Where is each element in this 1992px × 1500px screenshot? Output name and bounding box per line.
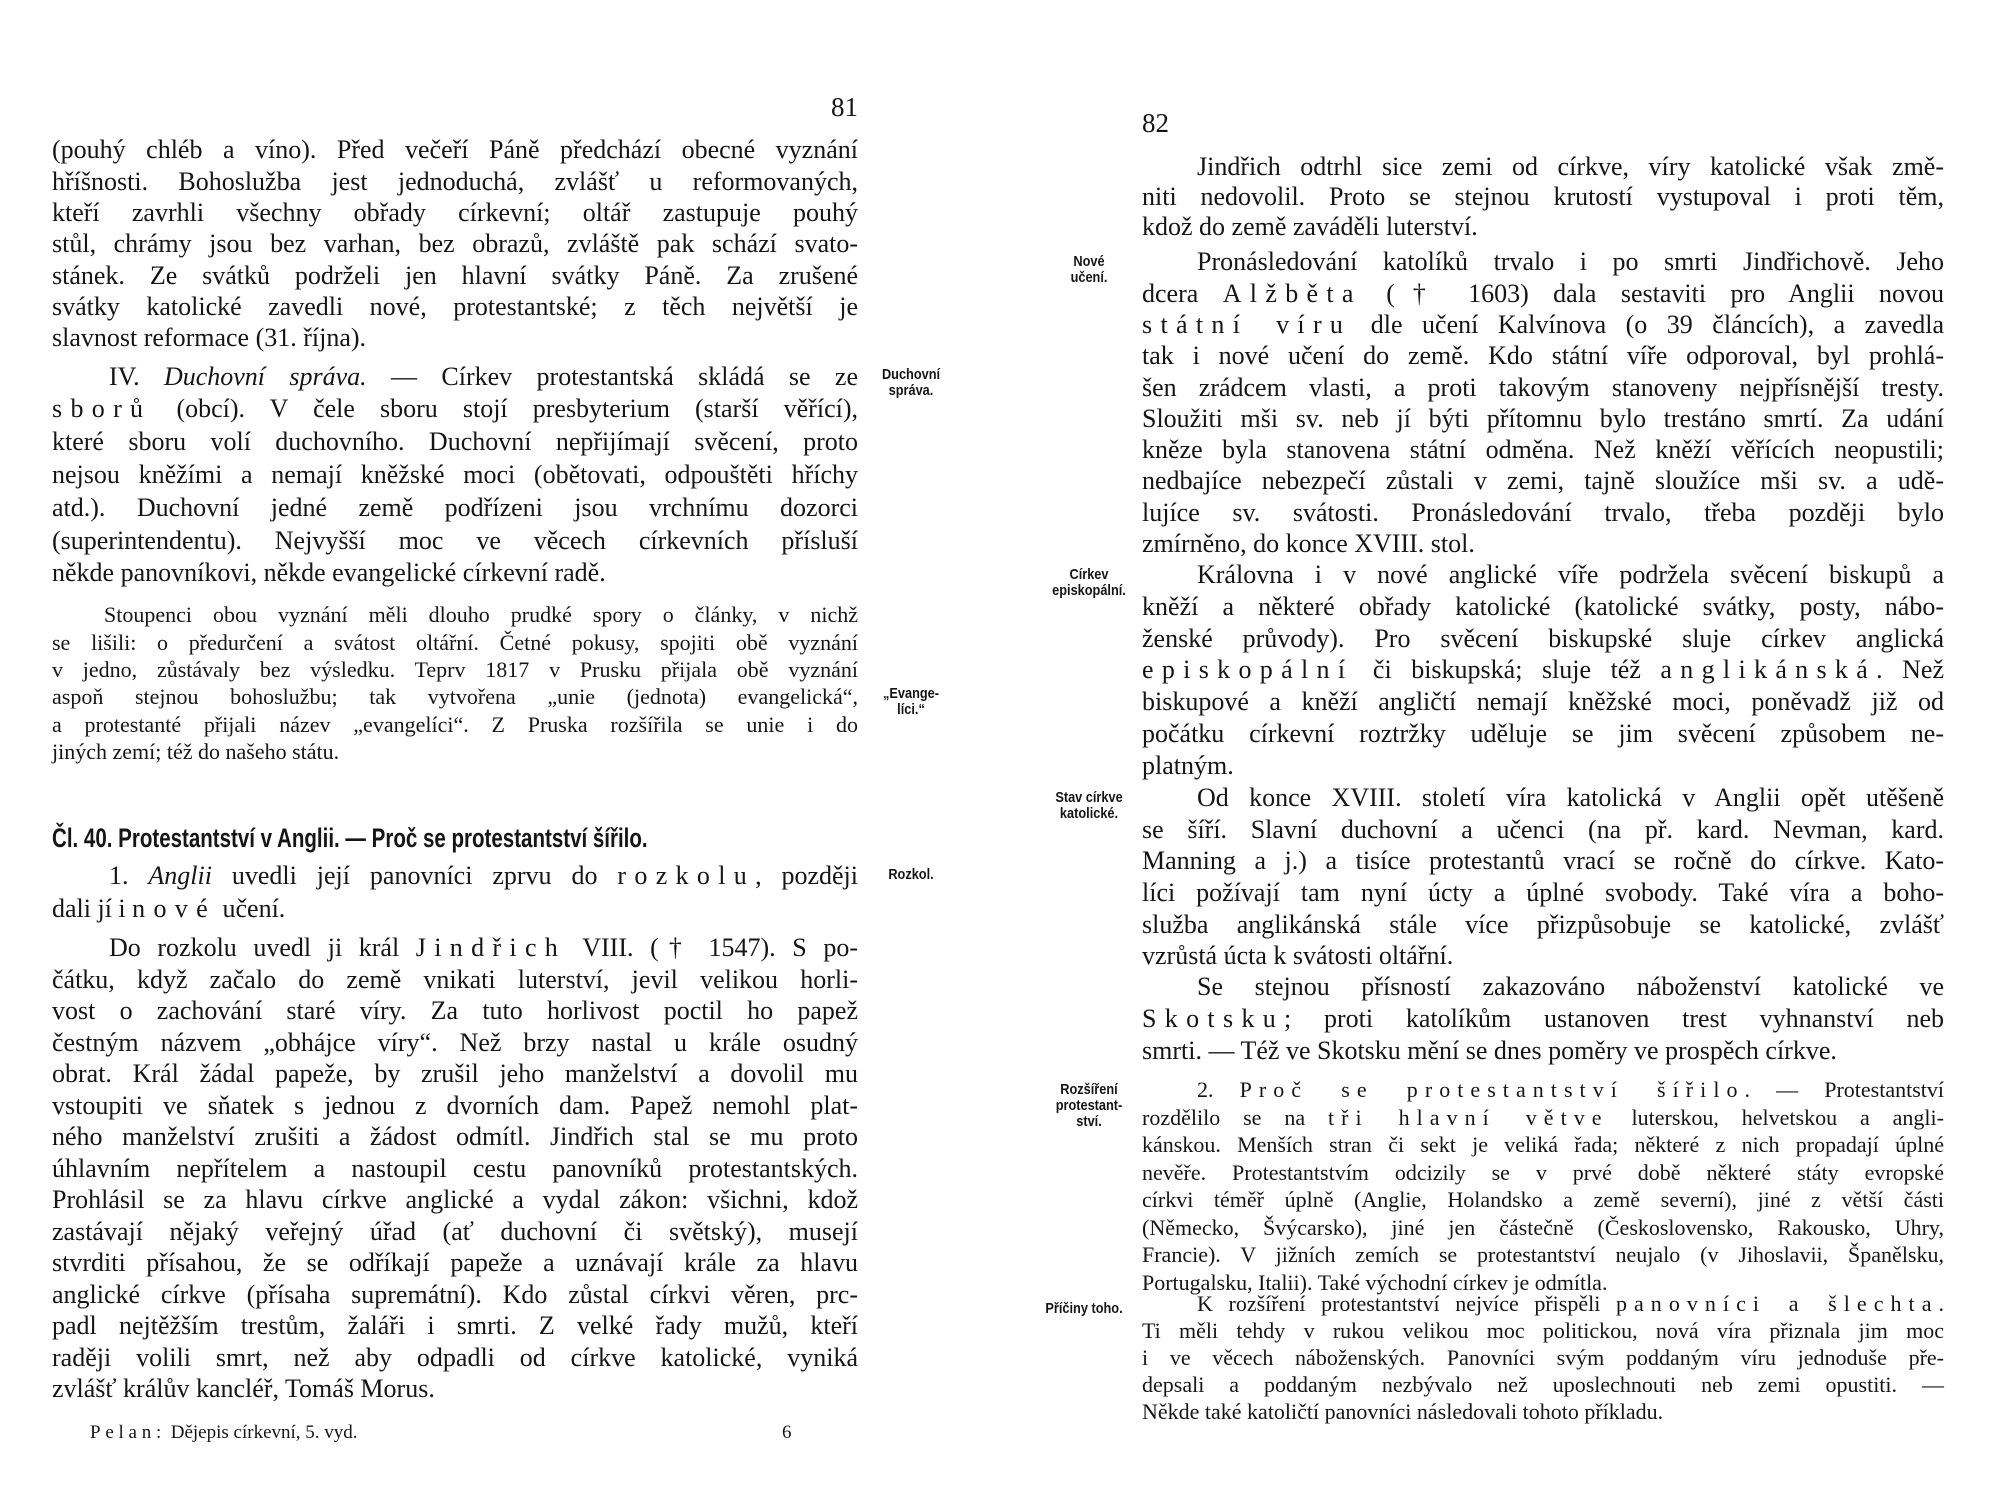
text-line: (Německo, Švýcarsko), jiné jen částečně (Československo, Rakousko, Uhry,	[1142, 1214, 1944, 1240]
text-line	[1142, 1104, 1944, 1132]
margin-note-line: učení.	[1070, 269, 1108, 286]
text-segment: — Církev protestantská skládá se ze	[366, 361, 858, 391]
text-segment: IV.	[109, 361, 164, 391]
text-line	[1142, 654, 1944, 686]
text-line	[1142, 1290, 1944, 1317]
spaced-emphasis: sborů	[52, 394, 152, 424]
paragraph	[52, 601, 858, 765]
text-line: zastávají nějaký veřejný úřad (ať duchovní či světský), musejí	[52, 1216, 858, 1246]
text-segment: luterskou, helvetskou a angli-	[1608, 1104, 1944, 1130]
paragraph	[1142, 971, 1944, 1067]
text-line: (pouhý chléb a víno). Před večeří Páně předchází obecné vyznání	[52, 135, 858, 165]
text-line: niti nedovolil. Proto se stejnou krutostí vystupoval i proti těm,	[1142, 182, 1944, 211]
text-segment: K rozšíření protestantství nejvíce přispěli	[1197, 1290, 1616, 1316]
spaced-emphasis: Proč se protestantství šířilo	[1239, 1077, 1745, 1103]
text-line: úhlavním nepřítelem a nastoupil cestu panovníků protestantských.	[52, 1153, 858, 1183]
text-segment: dle učení Kalvínova (o 39 článcích), a zavedla	[1351, 309, 1945, 339]
text-line: Jindřich odtrhl sice zemi od církve, víry katolické však změ-	[1197, 152, 1944, 181]
text-line: i ve věcech náboženských. Panovníci svým poddaným víru jednoduše pře-	[1142, 1344, 1944, 1370]
margin-note-line: Stav církve	[1055, 789, 1123, 806]
text-line: tak i nové učení do země. Kdo státní víře odporoval, byl prohlá-	[1142, 341, 1944, 371]
text-line: atd.). Duchovní jedné země podřízeni jsou vrchnímu dozorci	[52, 492, 858, 522]
margin-note	[1052, 567, 1126, 599]
margin-note	[1045, 1301, 1122, 1317]
text-line: anglické církve (přísaha supremátní). Kdo zůstal církvi věren, prc-	[52, 1279, 858, 1309]
text-line: Ti měli tehdy v rukou velikou moc politickou, nová víra přiznala jim moc	[1142, 1317, 1944, 1343]
text-line	[1142, 278, 1944, 309]
text-line: kteří zavrhli všechny obřady církevní; oltář zastupuje pouhý	[52, 197, 858, 227]
text-line: vstoupiti ve sňatek s jednou z dvorních dam. Papež nemohl plat-	[52, 1090, 858, 1120]
margin-note	[1071, 254, 1108, 286]
footer-author: Pelan:	[90, 1422, 166, 1443]
margin-note	[882, 367, 940, 399]
text-line: stůl, chrámy jsou bez varhan, bez obrazů, zvláště pak schází svato-	[52, 229, 858, 259]
text-line: Francie). V jižních zemích se protestantství neujalo (v Jihoslavii, Španělsku,	[1142, 1242, 1944, 1268]
text-line: Pronásledování katolíků trvalo i po smrti Jindřichově. Jeho	[1197, 247, 1944, 277]
text-line: Portugalsku, Italii). Také východní církev je odmítla.	[1142, 1269, 1608, 1295]
italic-text: Duchovní správa.	[163, 361, 367, 391]
text-line: čestným názvem „obhájce víry“. Než brzy nastal u krále osudný	[52, 1027, 858, 1057]
spaced-emphasis: rozkolu	[617, 860, 756, 890]
text-line: zmírněno, do konce XVIII. stol.	[1142, 529, 1475, 559]
text-line: obrat. Král žádal papeže, by zrušil jeho manželství a dovolil mu	[52, 1059, 858, 1089]
margin-note-line: Církev	[1069, 566, 1109, 583]
margin-note-line: „Evange-	[883, 685, 939, 702]
text-segment: uvedli její panovníci zprvu do	[211, 860, 618, 890]
text-line: smrti. — Též ve Skotsku mění se dnes poměry ve prospěch církve.	[1142, 1036, 1837, 1065]
text-line: jiných zemí; též do našeho státu.	[52, 739, 340, 765]
margin-note-line: ství.	[1076, 1113, 1102, 1130]
text-segment: rozdělilo se na	[1142, 1104, 1328, 1130]
text-line: hříšnosti. Bohoslužba jest jednoduchá, zvlášť u reformovaných,	[52, 166, 858, 196]
text-line: se šíří. Slavní duchovní a učenci (na př. kard. Nevman, kard.	[1142, 814, 1944, 844]
text-line	[1142, 1076, 1944, 1104]
margin-note	[1055, 790, 1122, 822]
margin-note-line: protestant-	[1055, 1097, 1123, 1114]
text-line: šen zrádcem vlasti, a proti takovým stanoveny nejpřísnější tresty.	[1142, 372, 1944, 402]
text-segment: či biskupská; sluje též	[1353, 655, 1661, 685]
paragraph	[52, 932, 858, 1405]
spaced-emphasis: státní víru	[1142, 309, 1352, 339]
paragraph	[1142, 782, 1944, 972]
text-line: Někde také katoličtí panovníci následovali tohoto příkladu.	[1142, 1398, 1664, 1424]
text-line	[52, 892, 858, 925]
text-segment: .	[1938, 1290, 1945, 1316]
paragraph	[1142, 1290, 1944, 1425]
spaced-emphasis: panovníci a šlechta	[1615, 1290, 1939, 1316]
margin-note-line: Rozšíření	[1060, 1081, 1118, 1098]
text-line: v jedno, zůstávaly bez výsledku. Teprv 1817 v Prusku přijala obě vyznání	[52, 657, 858, 683]
text-line: Sloužiti mši sv. neb jí býti přítomnu bylo trestáno smrtí. Za udání	[1142, 403, 1944, 433]
text-line: nejsou kněžími a nemají kněžské moci (obětovati, odpouštěti hříchy	[52, 459, 858, 489]
footer-title: Dějepis církevní, 5. vyd.	[170, 1422, 358, 1443]
text-line: svátky katolické zavedli nové, protestantské; z těch největší je	[52, 291, 858, 321]
text-line: raději volili smrt, než aby odpadli od církve katolické, vyniká	[52, 1342, 858, 1372]
spaced-emphasis: episkopální	[1142, 655, 1354, 685]
margin-note-line: Příčiny toho.	[1045, 1300, 1123, 1317]
text-line: ženské průvody). Pro svěcení biskupské sluje církev anglická	[1142, 623, 1944, 653]
text-line: někde panovníkovi, někde evangelické církevní radě.	[52, 558, 606, 588]
spaced-emphasis: Jindřich	[415, 933, 567, 963]
text-segment: VIII. († 1547). S po-	[566, 933, 858, 963]
margin-note-line: Duchovní	[881, 366, 941, 383]
text-line: kánskou. Menších stran či sekt je veliká řada; některé z nich propadají úplné	[1142, 1132, 1944, 1158]
text-segment: učení.	[216, 893, 286, 923]
paragraph	[1142, 152, 1944, 242]
text-segment: , později	[755, 860, 859, 890]
text-line: Stoupenci obou vyznání měli dlouho prudké spory o články, v nichž	[104, 602, 858, 628]
paragraph	[1142, 559, 1944, 782]
text-line: kněží a některé obřady katolické (katolické svátky, posty, nábo-	[1142, 591, 1944, 621]
text-line: aspoň stejnou bohoslužbu; tak vytvořena „unie (jednota) evangelická“,	[52, 684, 858, 710]
text-line: stánek. Ze svátků podrželi jen hlavní svátky Páně. Za zrušené	[52, 260, 858, 290]
text-segment: 1.	[109, 860, 149, 890]
text-line: líci požívají tam nyní úcty a úplné svobody. Také víra a boho-	[1142, 877, 1944, 907]
page-number: 82	[1142, 108, 1169, 138]
text-line: církvi téměř úplně (Anglie, Holandsko a země severní), jiné z větší části	[1142, 1187, 1944, 1213]
signature-mark: 6	[782, 1422, 792, 1443]
text-line: Od konce XVIII. století víra katolická v Anglii opět utěšeně	[1197, 783, 1944, 813]
text-line	[52, 393, 858, 426]
margin-note-line: líci.“	[897, 701, 925, 718]
spaced-emphasis: Alžběta	[1222, 278, 1362, 308]
text-line	[1142, 1003, 1944, 1035]
text-line: zvlášť králův kancléř, Tomáš Morus.	[52, 1374, 435, 1404]
text-segment: dali jí i	[52, 893, 133, 923]
text-line: lujíce sv. svátosti. Pronásledování trvalo, třeba později bylo	[1142, 497, 1944, 527]
text-segment: dcera	[1142, 278, 1223, 308]
text-line: které sboru volí duchovního. Duchovní nepřijímají svěcení, proto	[52, 427, 858, 457]
spaced-emphasis: tři hlavní větve	[1327, 1104, 1609, 1130]
text-line: nedbajíce nebezpečí zůstali v zemi, tajně sloužíce mši sv. a udě-	[1142, 466, 1944, 496]
text-line: se lišili: o předurčení a svátost oltářní. Četné pokusy, spojiti obě vyznání	[52, 629, 858, 655]
italic-text: Anglii	[148, 860, 212, 890]
text-line	[52, 361, 858, 394]
text-segment: († 1603) dala sestaviti pro Anglii novou	[1361, 278, 1944, 308]
text-segment: . Než	[1876, 655, 1945, 685]
text-line	[1142, 309, 1944, 340]
text-line: biskupové a kněží angličtí nemají kněžské moci, poněvadž již od	[1142, 687, 1944, 717]
spaced-emphasis: anglikánská	[1660, 655, 1877, 685]
text-line: padl nejtěžším trestům, žaláři i smrti. Z velké řady mužů, kteří	[52, 1311, 858, 1341]
margin-note	[883, 686, 939, 718]
text-line: vzrůstá úcta k svátosti oltářní.	[1142, 941, 1454, 971]
text-line: Se stejnou přísností zakazováno náboženství katolické ve	[1197, 972, 1944, 1001]
text-line: platným.	[1142, 750, 1234, 780]
text-line	[52, 932, 858, 964]
margin-note-line: správa.	[888, 382, 934, 399]
margin-note-line: Nové	[1073, 253, 1105, 270]
margin-note	[888, 867, 933, 883]
spaced-emphasis: Skotsku	[1142, 1004, 1285, 1033]
text-segment: Do rozkolu uvedl ji král	[109, 933, 416, 963]
text-line	[52, 859, 858, 892]
margin-note-line: episkopální.	[1052, 582, 1126, 599]
text-line: kdož do země zaváděli luterství.	[1142, 212, 1478, 241]
chapter-heading: Čl. 40. Protestantství v Anglii. — Proč se protestantství šířilo.	[52, 823, 648, 853]
text-line: počátku církevní roztržky uděluje se jim svěcení způsobem ne-	[1142, 719, 1944, 749]
text-line: Prohlásil se za hlavu církve anglické a vydal zákon: všichni, kdož	[52, 1185, 858, 1215]
text-line: služba anglikánská stále více přizpůsobuje se katolické, zvlášť	[1142, 909, 1944, 939]
page-footer	[90, 1422, 358, 1444]
margin-note	[1056, 1082, 1123, 1130]
text-line: ného manželství zrušiti a žádost odmítl. Jindřich stal se mu proto	[52, 1122, 858, 1152]
page-number: 81	[831, 92, 858, 122]
text-line: stvrditi přísahou, že se odříkají papeže a uznávají krále za hlavu	[52, 1248, 858, 1278]
text-segment: . — Protestantství	[1744, 1077, 1945, 1103]
margin-note-line: Rozkol.	[888, 866, 934, 883]
text-line: slavnost reformace (31. října).	[52, 323, 367, 353]
margin-note-line: katolické.	[1059, 805, 1119, 822]
text-line: Královna i v nové anglické víře podržela svěcení biskupů a	[1197, 560, 1944, 590]
text-line: (superintendentu). Nejvyšší moc ve věcech církevních přísluší	[52, 525, 858, 555]
text-line: a protestanté přijali název „evangelíci“. Z Pruska rozšířila se unie i do	[52, 711, 858, 737]
paragraph	[52, 361, 858, 591]
text-segment: 2.	[1197, 1077, 1240, 1103]
text-line: vost o zachování staré víry. Za tuto horlivost poctil ho papež	[52, 996, 858, 1026]
text-segment: (obcí). V čele sboru stojí presbyterium (starší věřící),	[151, 394, 858, 424]
text-line: nevěře. Protestantstvím odcizily se v prvé době některé státy evropské	[1142, 1159, 1944, 1185]
text-line: Manning a j.) a tisíce protestantů vrací se ročně do církve. Kato-	[1142, 846, 1944, 876]
paragraph	[1142, 246, 1944, 559]
spaced-emphasis: nové	[132, 893, 216, 923]
paragraph	[52, 134, 858, 353]
text-line: depsali a poddaným nezbývalo než uposlechnouti neb zemi opustiti. —	[1142, 1371, 1944, 1397]
text-line: čátku, když začalo do země vnikati luterství, jevil velikou horli-	[52, 964, 858, 994]
paragraph	[1142, 1076, 1944, 1296]
text-line: kněze byla stanovena státní odměna. Než kněží věřících neopustili;	[1142, 435, 1944, 465]
text-segment: ; proti katolíkům ustanoven trest vyhnanství neb	[1284, 1004, 1944, 1033]
paragraph	[52, 859, 858, 925]
